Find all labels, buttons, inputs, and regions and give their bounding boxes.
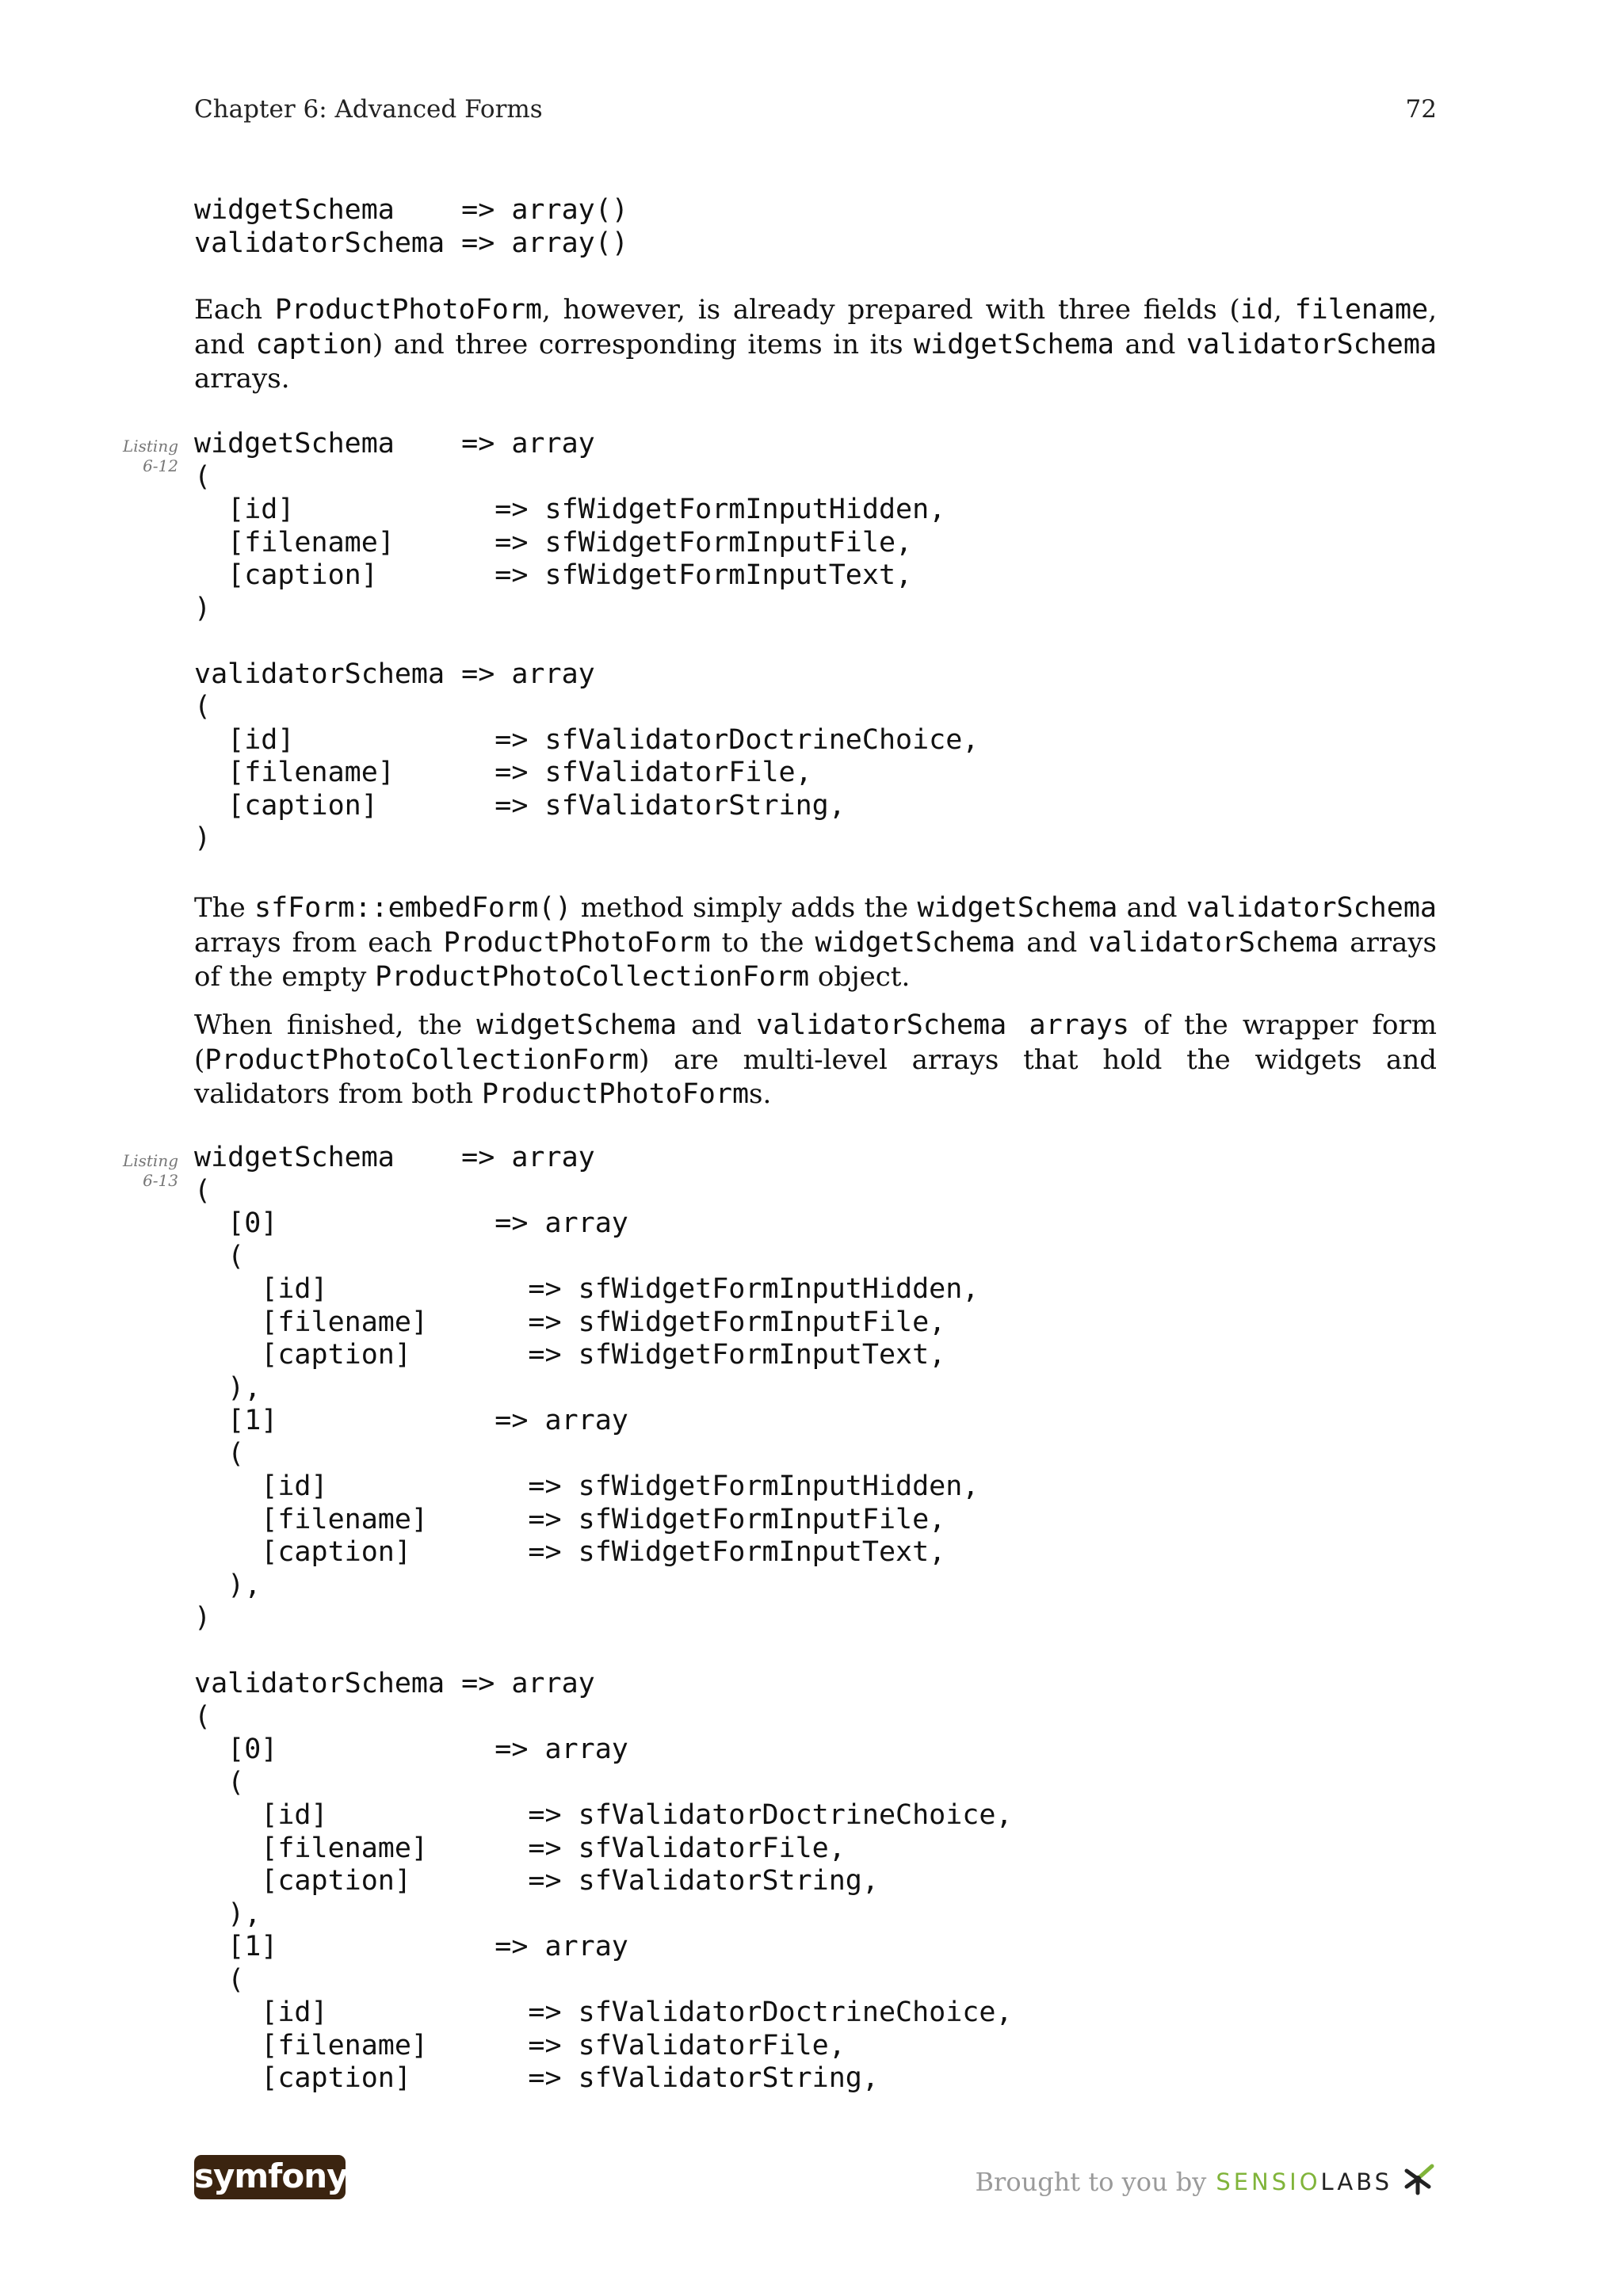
paragraph-embed-form: The sfForm::embedForm() method simply adds the widgetSchema and validatorSchema arrays from each ProductPhotoForm to the widgetSchema and validatorSchema arrays of the empty ProductPhotoCollectionForm object. [194,892,1437,993]
sensiolabs-asterisk-icon [1402,2161,1437,2203]
brought-to-you-text: Brought to you by [975,2167,1207,2197]
footer-credit [976,2161,1437,2203]
listing-label-6-12: Listing 6-12 [122,437,178,475]
paragraph-when-finished: When finished, the widgetSchema and validatorSchema arrays of the wrapper form (ProductPhotoCollectionForm) are multi-level arrays that hold the widgets and validators from both ProductPhotoForms. [194,1009,1437,1110]
symfony-logo: symfony [194,2155,346,2199]
chapter-title: Chapter 6: Advanced Forms [194,95,543,124]
paragraph-product-photo-form: Each ProductPhotoForm, however, is already prepared with three fields (id, filename, and caption) and three corresponding items in its widgetSchema and validatorSchema arrays. [194,294,1437,395]
page-number: 72 [1405,95,1437,124]
code-block-initial: widgetSchema => array() validatorSchema => array() [194,194,628,259]
listing-label-6-13: Listing 6-13 [122,1151,178,1190]
sensiolabs-logo-text: SENSIOLABS [1216,2168,1392,2195]
code-listing-6-12: widgetSchema => array ( [id] => sfWidgetFormInputHidden, [filename] => sfWidgetFormInputFile, [caption] => sfWidgetFormInputText, ) validatorSchema => array ( [id] => sfValidatorDoctrineChoice, [filename] => sfValidatorFile, [caption] => sfValidatorString, ) [194,428,980,854]
code-listing-6-13: widgetSchema => array ( [0] => array ( [id] => sfWidgetFormInputHidden, [filename] => sfWidgetFormInputFile, [caption] => sfWidgetFormInputText, ), [1] => array ( [id] => sfWidgetFormInputHidden, [filename] => sfWidgetFormInputFile, [caption] => sfWidgetFormInputText, ), ) validatorSchema => array ( [0] => array ( [id] => sfValidatorDoctrineChoice, [filename] => sfValidatorFile, [caption] => sfValidatorString, ), [1] => array ( [id] => sfValidatorDoctrineChoice, [filename] => sfValidatorFile, [caption] => sfValidatorString, [194,1142,1013,2094]
